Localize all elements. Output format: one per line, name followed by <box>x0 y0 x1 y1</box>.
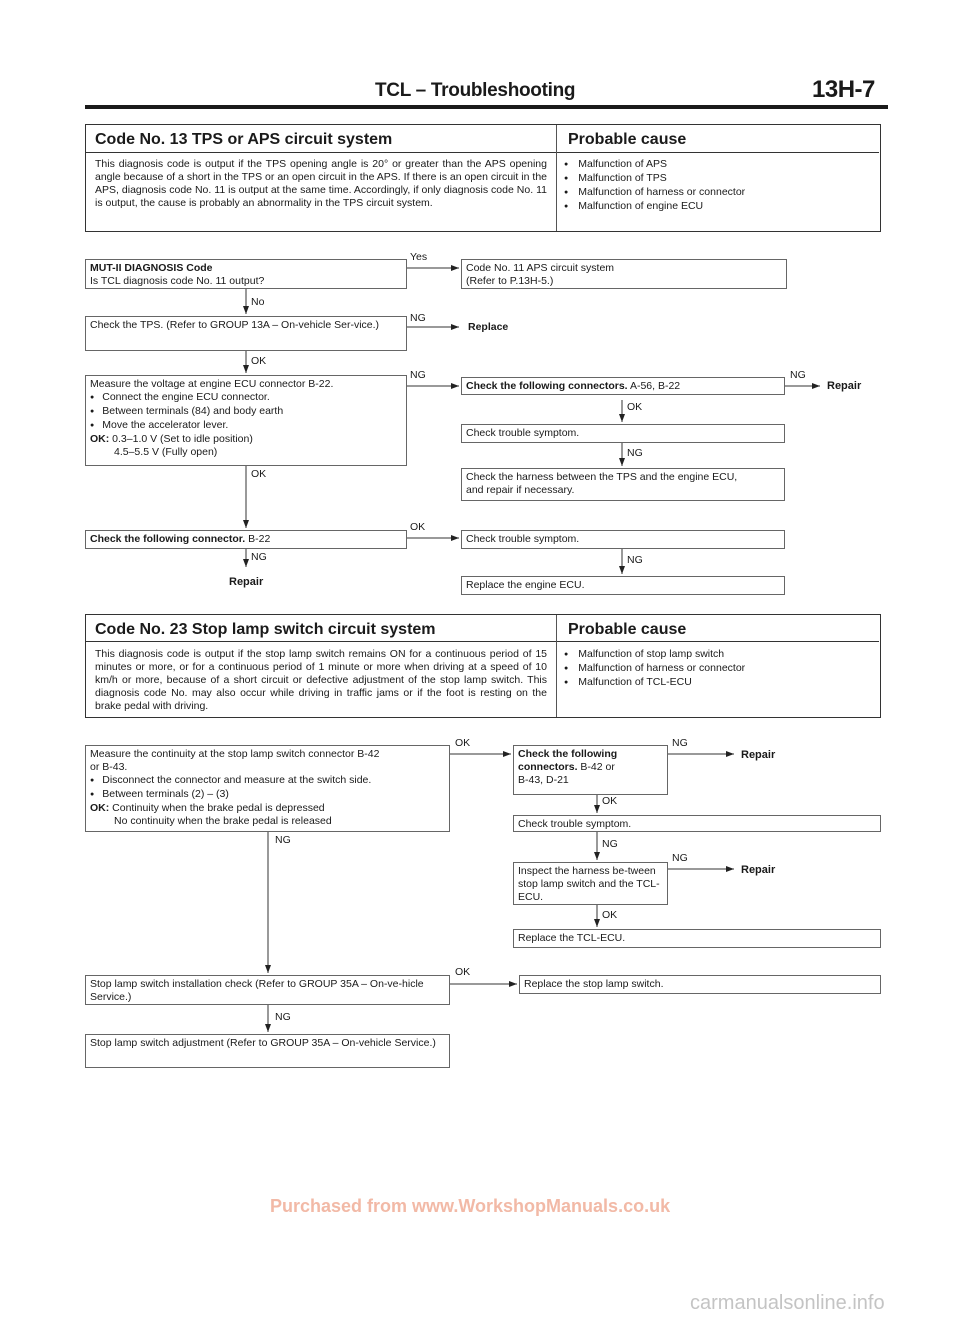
check-symptom23-box <box>513 815 881 832</box>
continuity-ok2: No continuity when the brake pedal is released <box>114 815 332 827</box>
label-ng-connectors23: NG <box>672 737 688 749</box>
repair-text: Repair <box>741 749 776 761</box>
measure-ok2: 4.5–5.5 V (Fully open) <box>114 446 218 458</box>
label-ok-b22: OK <box>410 521 426 533</box>
cause-item: ● Malfunction of engine ECU <box>564 200 864 214</box>
check-b22-box <box>85 530 407 549</box>
install-check-box <box>85 975 450 1005</box>
code13-cause-title: Probable cause <box>568 131 687 148</box>
repair-text: Repair <box>741 864 776 876</box>
label-ng-symptom: NG <box>627 447 643 459</box>
continuity-ok-label: OK: <box>90 802 110 814</box>
code13-description: This diagnosis code is output if the TPS opening angle is 20° or greater than the APS opening angle because of a short in the TPS or an open circuit in the APS. If there is an open circuit in the APS, diagnosis code No. 11 is output at the same time. Accordingly, if only diagnosis code No. 11 is output, the cause is probably an abnormality in the TPS circuit system. <box>95 158 547 209</box>
check-connectors23-line3: B-43, D-21 <box>518 774 569 786</box>
mut-diagnosis-box <box>85 259 407 289</box>
adjust-switch-box <box>85 1034 450 1068</box>
site-watermark: carmanualsonline.info <box>690 1292 885 1314</box>
label-ng-measure: NG <box>410 369 426 381</box>
check-symptom2-text: Check trouble symptom. <box>466 533 580 545</box>
replace-switch-box <box>519 975 881 994</box>
cause-item: ● Malfunction of APS <box>564 158 864 172</box>
measure-voltage-box <box>85 375 407 466</box>
label-ng-install: NG <box>275 1011 291 1023</box>
check-harness-box <box>461 468 785 501</box>
replace-ecu-box <box>461 576 785 595</box>
code11-line1: Code No. 11 APS circuit system <box>466 262 615 274</box>
check-connectors23-ids: B-42 or <box>577 761 615 773</box>
code23-description: This diagnosis code is output if the stop lamp switch remains ON for a continuous period of 15 minutes or more, or for a continuous period of 1 minute or more when driving at a speed of 10 km/h or more, because of a short circuit or defective adjustment of the stop lamp switch. This diagnosis code No. may also occur while driving in traffic jams or if the foot is resting on the brake pedal with driving. <box>95 648 547 712</box>
label-ok-measure: OK <box>251 468 267 480</box>
mut-title: MUT-II DIAGNOSIS Code <box>90 262 213 274</box>
continuity-box <box>85 745 450 832</box>
continuity-bullet1: ● Disconnect the connector and measure at the switch side. <box>90 774 445 788</box>
label-yes: Yes <box>410 251 428 263</box>
repair-text: Repair <box>827 380 862 392</box>
install-check-text: Stop lamp switch installation check (Refer to GROUP 35A – On-ve-hicle Service.) <box>90 978 424 1003</box>
label-ng-symptom2: NG <box>627 554 643 566</box>
label-ok-install: OK <box>455 966 471 978</box>
label-ng-tps: NG <box>410 312 426 324</box>
check-connectors-box <box>461 377 785 395</box>
check-connectors23-line1: Check the following <box>518 748 618 760</box>
label-ok-continuity: OK <box>455 737 471 749</box>
cause-item: ● Malfunction of TPS <box>564 172 864 186</box>
inspect-harness-box <box>513 862 668 905</box>
check-b22-id: B-22 <box>245 533 271 545</box>
cause-item: ● Malfunction of harness or connector <box>564 186 864 200</box>
measure-bullet2: ● Between terminals (84) and body earth <box>90 405 402 419</box>
check-b22-label: Check the following connector. <box>90 533 246 545</box>
page-number: 13H-7 <box>812 76 875 103</box>
replace-text: Replace <box>468 321 509 333</box>
check-connectors-ids: A-56, B-22 <box>627 380 681 392</box>
replace-ecu-text: Replace the engine ECU. <box>466 579 585 591</box>
replace-tcl-ecu-text: Replace the TCL-ECU. <box>518 932 626 944</box>
code23-title: Code No. 23 Stop lamp switch circuit system <box>95 621 436 638</box>
measure-bullet3: ● Move the accelerator lever. <box>90 419 402 433</box>
label-ng-continuity: NG <box>275 834 291 846</box>
check-tps-box <box>85 316 407 351</box>
repair-text: Repair <box>229 576 264 588</box>
label-ng-connectors: NG <box>790 369 806 381</box>
check-tps-text: Check the TPS. (Refer to GROUP 13A – On-vehicle Ser-vice.) <box>90 319 380 331</box>
check-connectors-label: Check the following connectors. <box>466 380 628 392</box>
check-symptom-text: Check trouble symptom. <box>466 427 580 439</box>
check-symptom23-text: Check trouble symptom. <box>518 818 632 830</box>
page-title: TCL – Troubleshooting <box>375 80 576 101</box>
label-ng-inspect: NG <box>672 852 688 864</box>
check-symptom-box <box>461 424 785 443</box>
code11-box <box>461 259 787 289</box>
measure-line1: Measure the voltage at engine ECU connector B-22. <box>90 378 334 390</box>
cause-item: ● Malfunction of stop lamp switch <box>564 648 864 662</box>
mut-question: Is TCL diagnosis code No. 11 output? <box>90 275 265 287</box>
cause-item: ● Malfunction of TCL-ECU <box>564 676 864 690</box>
harness-line1: Check the harness between the TPS and the engine ECU, <box>466 471 738 483</box>
continuity-bullet2: ● Between terminals (2) – (3) <box>90 788 445 802</box>
continuity-line2: or B-43. <box>90 761 128 773</box>
code13-title: Code No. 13 TPS or APS circuit system <box>95 131 393 148</box>
measure-ok1: 0.3–1.0 V (Set to idle position) <box>112 433 253 445</box>
code23-cause-title: Probable cause <box>568 621 687 638</box>
check-connectors23-box <box>513 745 668 795</box>
code11-line2: (Refer to P.13H-5.) <box>466 275 554 287</box>
label-ok-connectors23: OK <box>602 795 618 807</box>
label-ok-tps: OK <box>251 355 267 367</box>
label-ok-connectors: OK <box>627 401 643 413</box>
replace-switch-text: Replace the stop lamp switch. <box>524 978 664 990</box>
harness-line2: and repair if necessary. <box>466 484 575 496</box>
continuity-ok1: Continuity when the brake pedal is depressed <box>112 802 325 814</box>
measure-ok-label: OK: <box>90 433 110 445</box>
label-ok-inspect: OK <box>602 909 618 921</box>
label-ng-symptom23: NG <box>602 838 618 850</box>
inspect-harness-text: Inspect the harness be-tween stop lamp switch and the TCL-ECU. <box>518 865 660 903</box>
label-no: No <box>251 296 265 308</box>
check-symptom2-box <box>461 530 785 549</box>
label-ng-b22: NG <box>251 551 267 563</box>
cause-item: ● Malfunction of harness or connector <box>564 662 864 676</box>
adjust-switch-text: Stop lamp switch adjustment (Refer to GROUP 35A – On-vehicle Service.) <box>90 1037 436 1049</box>
purchase-watermark: Purchased from www.WorkshopManuals.co.uk <box>270 1196 671 1216</box>
measure-bullet1: ● Connect the engine ECU connector. <box>90 391 402 405</box>
check-connectors23-label: connectors. <box>518 761 578 773</box>
replace-tcl-ecu-box <box>513 929 881 948</box>
continuity-line1: Measure the continuity at the stop lamp switch connector B-42 <box>90 748 380 760</box>
